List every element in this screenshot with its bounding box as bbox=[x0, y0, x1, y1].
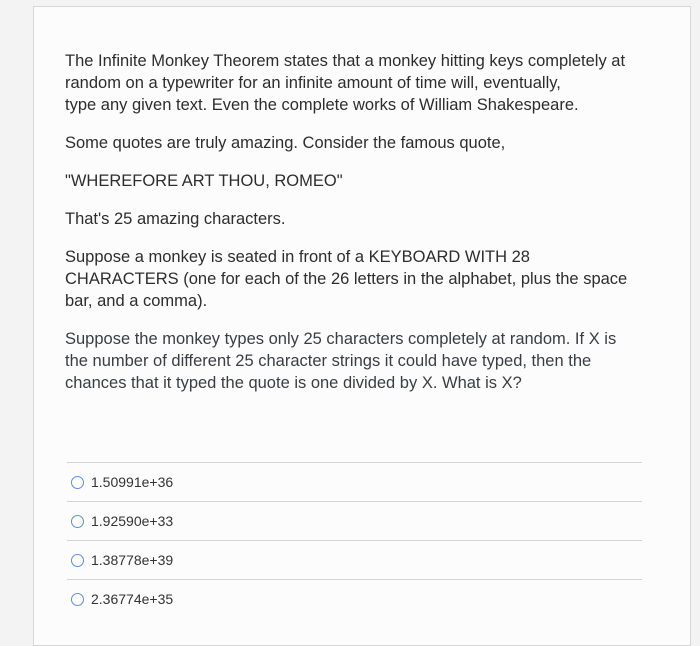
intro-line-1: The Infinite Monkey Theorem states that a monkey hitting keys completely at bbox=[65, 52, 626, 70]
keyboard-paragraph bbox=[65, 246, 655, 312]
intro-paragraph bbox=[65, 50, 655, 116]
answer-option-3[interactable] bbox=[67, 541, 642, 579]
keyboard-line-3: bar, and a comma). bbox=[65, 292, 208, 310]
answer-option-1[interactable] bbox=[67, 463, 642, 501]
question-text bbox=[65, 50, 655, 410]
option-label: 2.36774e+35 bbox=[91, 591, 174, 607]
answer-option-4[interactable] bbox=[67, 580, 642, 618]
intro-line-2: random on a typewriter for an infinite amount of time will, eventually, bbox=[65, 74, 561, 92]
quote-text: "WHEREFORE ART THOU, ROMEO" bbox=[65, 172, 343, 190]
option-label: 1.92590e+33 bbox=[91, 513, 174, 529]
option-label: 1.38778e+39 bbox=[91, 552, 174, 568]
prompt-line-3: chances that it typed the quote is one divided by X. What is X? bbox=[65, 374, 522, 392]
answer-option-2[interactable] bbox=[67, 502, 642, 540]
radio-button[interactable] bbox=[71, 476, 84, 489]
quote-intro-paragraph bbox=[65, 132, 655, 154]
radio-button[interactable] bbox=[71, 593, 84, 606]
question-card bbox=[33, 6, 691, 646]
prompt-line-2: the number of different 25 character strings it could have typed, then the bbox=[65, 352, 592, 370]
prompt-paragraph bbox=[65, 328, 655, 394]
option-label: 1.50991e+36 bbox=[91, 474, 174, 490]
radio-button[interactable] bbox=[71, 515, 84, 528]
intro-line-3: type any given text. Even the complete works of William Shakespeare. bbox=[65, 96, 579, 114]
keyboard-line-2: CHARACTERS (one for each of the 26 letters in the alphabet, plus the space bbox=[65, 270, 628, 288]
char-count-text: That's 25 amazing characters. bbox=[65, 210, 286, 228]
char-count-paragraph bbox=[65, 208, 655, 230]
answer-options bbox=[67, 462, 642, 618]
quote-paragraph bbox=[65, 170, 655, 192]
radio-button[interactable] bbox=[71, 554, 84, 567]
quote-intro-text: Some quotes are truly amazing. Consider the famous quote, bbox=[65, 134, 506, 152]
prompt-line-1: Suppose the monkey types only 25 characters completely at random. If X is bbox=[65, 330, 617, 348]
keyboard-line-1: Suppose a monkey is seated in front of a KEYBOARD WITH 28 bbox=[65, 248, 530, 266]
